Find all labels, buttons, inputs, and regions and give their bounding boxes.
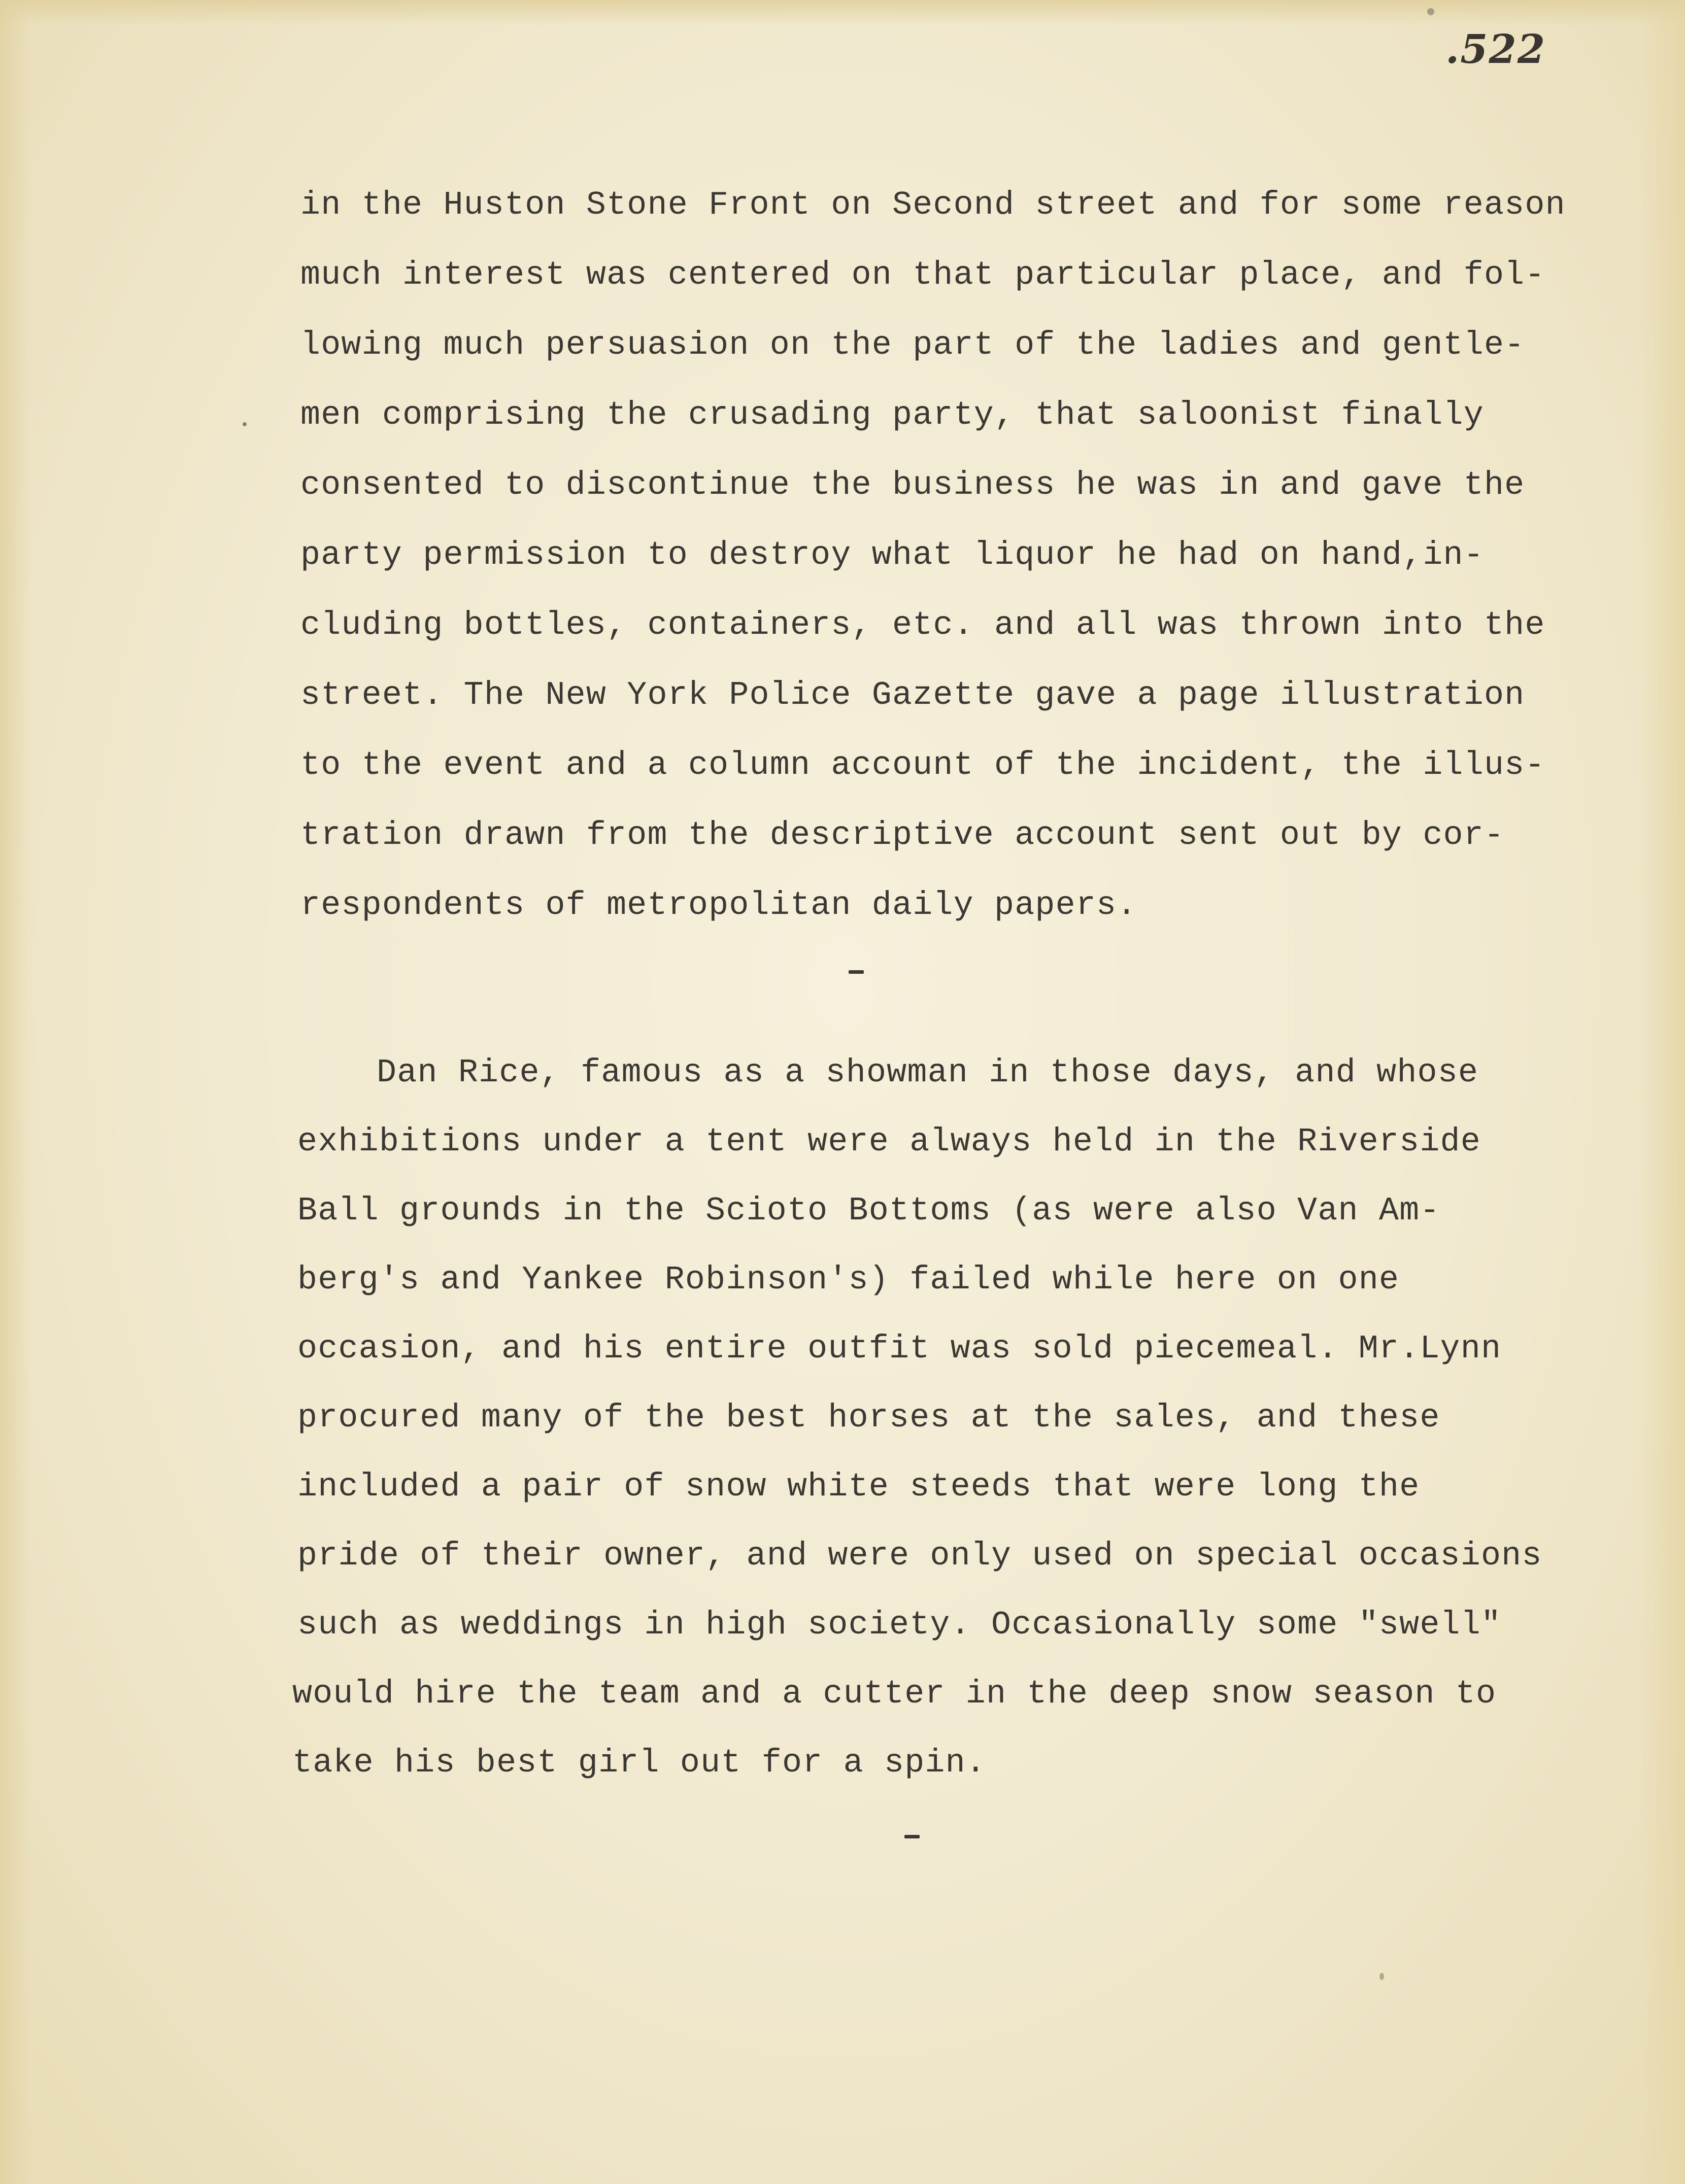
text-line: street. The New York Police Gazette gave a page illustration — [300, 676, 1525, 714]
text-line: men comprising the crusading party, that saloonist finally — [300, 396, 1484, 434]
text-line: take his best girl out for a spin. — [292, 1744, 987, 1782]
text-line: occasion, and his entire outfit was sold piecemeal. Mr.Lynn — [297, 1330, 1502, 1368]
text-line: party permission to destroy what liquor he had on hand,in- — [300, 536, 1484, 574]
text-line: respondents of metropolitan daily papers. — [300, 886, 1137, 924]
text-line: pride of their owner, and were only used on special occasions — [297, 1537, 1542, 1575]
text-line: consented to discontinue the business he was in and gave the — [300, 466, 1525, 504]
paper-speck — [1379, 1973, 1384, 1980]
paper-speck — [243, 422, 247, 426]
text-line: Dan Rice, famous as a showman in those days, and whose — [377, 1054, 1479, 1091]
text-line: exhibitions under a tent were always held in the Riverside — [297, 1123, 1481, 1161]
paper-speck — [1427, 8, 1434, 15]
text-line: lowing much persuasion on the part of the ladies and gentle- — [300, 326, 1525, 364]
text-line: tration drawn from the descriptive account sent out by cor- — [300, 816, 1505, 854]
text-line: much interest was centered on that particular place, and fol- — [300, 256, 1545, 294]
section-separator — [904, 1835, 920, 1838]
paper-edge-left — [0, 0, 30, 2184]
page-number: .522 — [1445, 26, 1546, 73]
text-line: procured many of the best horses at the sales, and these — [297, 1399, 1440, 1437]
text-line: to the event and a column account of the incident, the illus- — [300, 746, 1545, 784]
text-line: included a pair of snow white steeds that were long the — [297, 1468, 1420, 1506]
text-line: would hire the team and a cutter in the deep snow season to — [292, 1675, 1497, 1713]
paper-edge-right — [1639, 0, 1685, 2184]
section-separator — [849, 970, 864, 974]
text-line: in the Huston Stone Front on Second street and for some reason — [300, 186, 1566, 224]
text-line: cluding bottles, containers, etc. and all was thrown into the — [300, 606, 1545, 644]
text-line: such as weddings in high society. Occasionally some "swell" — [297, 1606, 1502, 1644]
text-line: Ball grounds in the Scioto Bottoms (as were also Van Am- — [297, 1192, 1440, 1230]
text-line: berg's and Yankee Robinson's) failed while here on one — [297, 1261, 1400, 1299]
